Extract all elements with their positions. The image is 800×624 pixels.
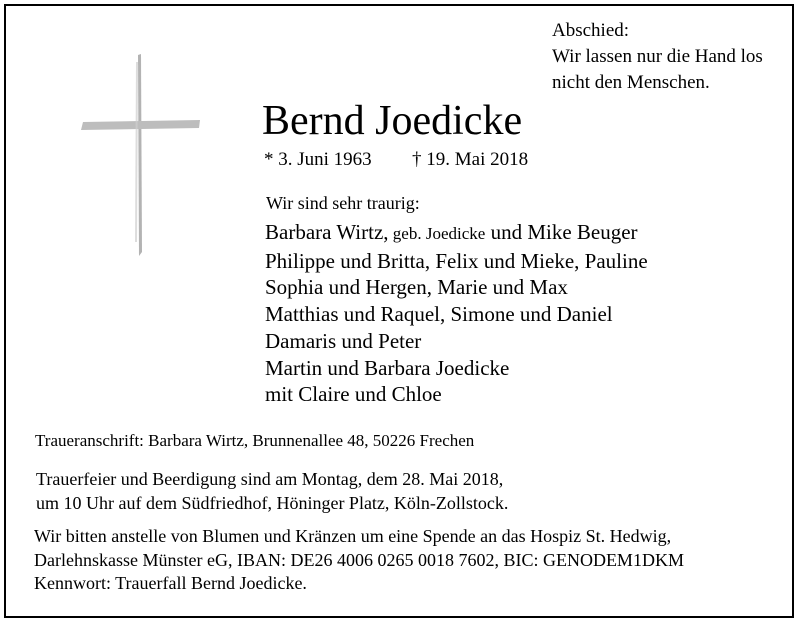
funeral-service-info (36, 467, 508, 515)
mourners-intro: Wir sind sehr traurig: (266, 193, 420, 213)
maiden-name: geb. Joedicke (388, 224, 486, 243)
mourner-line: Damaris und Peter (265, 328, 422, 353)
quote-line: Abschied: (552, 20, 630, 41)
service-line: Trauerfeier und Beerdigung sind am Montag, dem 28. Mai 2018, (36, 469, 504, 489)
donation-request (34, 525, 684, 596)
mourner-name: Barbara Wirtz, (265, 220, 389, 244)
cross-icon (80, 52, 200, 262)
cross-vertical-beam (138, 54, 142, 256)
mourner-line (265, 219, 648, 248)
donation-line: Kennwort: Trauerfall Bernd Joedicke. (34, 573, 307, 593)
deceased-name: Bernd Joedicke (262, 98, 523, 144)
mourner-line: Sophia und Hergen, Marie und Max (265, 275, 568, 300)
death-date: † 19. Mai 2018 (412, 149, 529, 170)
cross-texture (135, 62, 138, 242)
mourning-address: Traueranschrift: Barbara Wirtz, Brunnenallee 48, 50226 Frechen (35, 431, 475, 450)
birth-date: * 3. Juni 1963 (264, 149, 372, 170)
donation-line: Wir bitten anstelle von Blumen und Kränzen um eine Spende an das Hospiz St. Hedwig, (34, 526, 672, 546)
quote-line: nicht den Menschen. (552, 72, 710, 93)
cross-horizontal-beam (81, 120, 200, 130)
mourner-partner: und Mike Beuger (485, 220, 638, 244)
quote-line: Wir lassen nur die Hand los (552, 46, 763, 67)
mourner-line: Philippe und Britta, Felix und Mieke, Pauline (265, 248, 648, 273)
mourner-line: mit Claire und Chloe (265, 382, 442, 407)
service-line: um 10 Uhr auf dem Südfriedhof, Höninger Platz, Köln-Zollstock. (36, 493, 509, 513)
farewell-quote (552, 18, 763, 96)
mourner-line: Matthias und Raquel, Simone und Daniel (265, 302, 613, 327)
donation-line: Darlehnskasse Münster eG, IBAN: DE26 4006 0265 0018 7602, BIC: GENODEM1DKM (34, 549, 684, 570)
mourners-list (265, 219, 648, 408)
mourner-line: Martin und Barbara Joedicke (265, 355, 510, 380)
